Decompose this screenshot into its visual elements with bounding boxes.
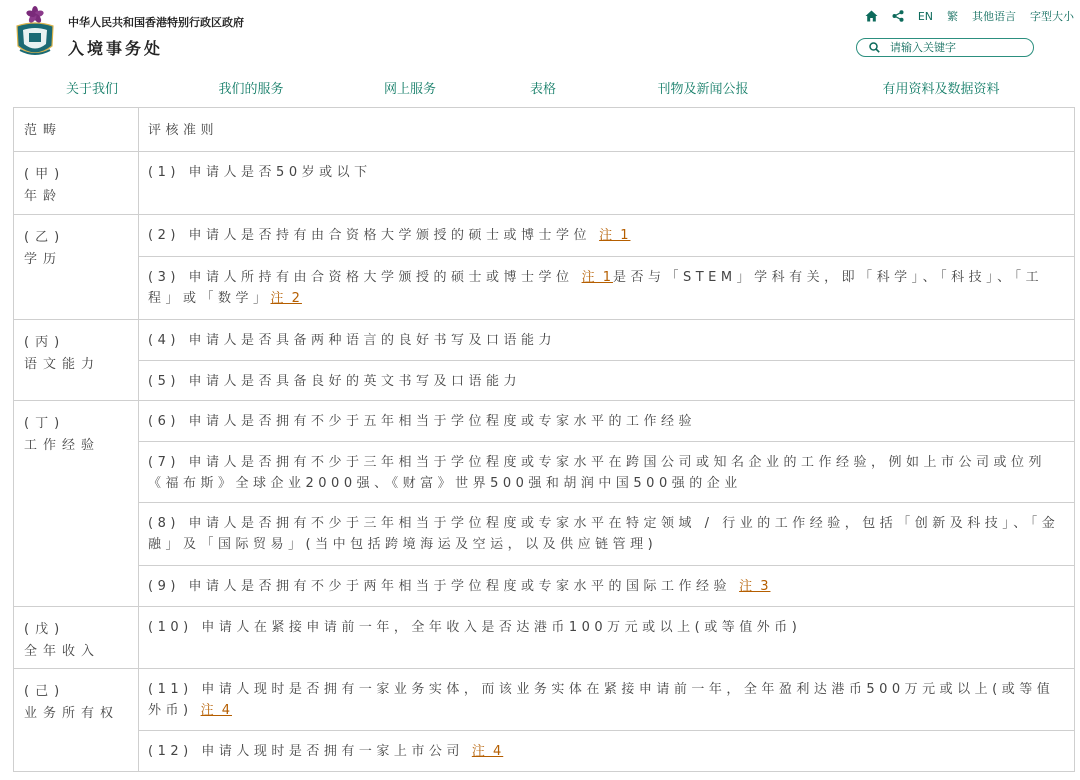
nav-online-services[interactable]: 网上服务	[383, 82, 437, 97]
criterion-cell	[139, 215, 1075, 257]
category-cell	[14, 669, 139, 772]
search-input[interactable]	[890, 41, 1020, 54]
criterion-cell	[139, 401, 1075, 442]
category-name: 学历	[24, 252, 63, 267]
category-label: (甲)	[24, 167, 66, 182]
category-label: (丁)	[24, 416, 66, 431]
footnote-link[interactable]: 注 4	[471, 744, 504, 759]
table-row	[14, 401, 1075, 442]
criterion-text-continued: 是否与「STEM」学科有关，即「科学」、「科技」、「工程」或「数学」	[148, 270, 1044, 306]
category-name: 语文能力	[24, 357, 101, 372]
table-row	[14, 152, 1075, 215]
criterion-cell	[139, 442, 1075, 503]
category-label: (戊)	[24, 622, 66, 637]
criterion-text: (11) 申请人现时是否拥有一家业务实体，而该业务实体在紧接申请前一年，全年盈利达港币500万元或以上(或等值外币)	[148, 682, 1055, 718]
category-label: (丙)	[24, 335, 66, 350]
criterion-text: (12) 申请人现时是否拥有一家上市公司	[148, 744, 464, 759]
department-logo[interactable]	[12, 6, 58, 62]
criterion-cell	[139, 566, 1075, 607]
category-cell	[14, 607, 139, 669]
criterion-text: (10) 申请人在紧接申请前一年，全年收入是否达港币100万元或以上(或等值外币)	[148, 620, 802, 635]
footnote-link[interactable]: 注 2	[270, 291, 302, 306]
search-icon[interactable]	[869, 42, 880, 53]
category-label: (己)	[24, 684, 66, 699]
category-name: 业务所有权	[24, 706, 120, 721]
criterion-cell	[139, 607, 1075, 669]
table-row	[14, 442, 1075, 503]
criterion-text: (3) 申请人所持有由合资格大学颁授的硕士或博士学位	[148, 270, 574, 285]
font-size-link[interactable]: 字型大小	[1030, 10, 1074, 23]
other-languages-link[interactable]: 其他语言	[972, 10, 1016, 23]
criterion-text: (4) 申请人是否具备两种语言的良好书写及口语能力	[148, 333, 557, 348]
criterion-cell	[139, 731, 1075, 772]
english-link[interactable]: EN	[917, 9, 933, 23]
nav-publications-press[interactable]: 刊物及新闻公报	[657, 82, 749, 97]
header-criteria: 评核准则	[139, 108, 1075, 152]
department-title[interactable]	[68, 14, 244, 59]
category-name: 全年收入	[24, 644, 101, 659]
table-row	[14, 320, 1075, 361]
footnote-link[interactable]: 注 1	[581, 270, 613, 285]
table-row	[14, 669, 1075, 731]
nav-our-services[interactable]: 我们的服务	[218, 82, 284, 97]
table-row	[14, 257, 1075, 320]
table-row	[14, 503, 1075, 566]
table-row	[14, 731, 1075, 772]
site-header	[0, 0, 1080, 70]
criterion-text: (7) 申请人是否拥有不少于三年相当于学位程度或专家水平在跨国公司或知名企业的工作经验，例如上市公司或位列《福布斯》全球企业2000强、《财富》世界500强和胡润中国500强的企业	[148, 455, 1047, 491]
criterion-text: (6) 申请人是否拥有不少于五年相当于学位程度或专家水平的工作经验	[148, 414, 697, 429]
criterion-text: (1) 申请人是否50岁或以下	[148, 165, 372, 180]
criterion-cell	[139, 361, 1075, 401]
category-cell	[14, 401, 139, 607]
utility-bar	[865, 8, 1074, 24]
criterion-text: (8) 申请人是否拥有不少于三年相当于学位程度或专家水平在特定领域 / 行业的工作经验，包括「创新及科技」、「金融」及「国际贸易」(当中包括跨境海运及空运，以及供应链管理)	[148, 516, 1060, 552]
table-row	[14, 607, 1075, 669]
nav-about-us[interactable]: 关于我们	[65, 82, 119, 97]
category-name: 年龄	[24, 189, 63, 204]
nav-useful-info[interactable]: 有用资料及数据资料	[882, 82, 1000, 97]
category-label: (乙)	[24, 230, 66, 245]
footnote-link[interactable]: 注 1	[599, 228, 631, 243]
share-icon[interactable]	[892, 10, 904, 22]
table-row	[14, 566, 1075, 607]
government-name: 中华人民共和国香港特别行政区政府	[68, 16, 244, 29]
category-cell	[14, 215, 139, 320]
department-name: 入境事务处	[68, 39, 164, 58]
assessment-criteria-table	[13, 107, 1075, 772]
table-row	[14, 215, 1075, 257]
criterion-text: (2) 申请人是否持有由合资格大学颁授的硕士或博士学位	[148, 228, 592, 243]
category-name: 工作经验	[24, 438, 101, 453]
criterion-cell	[139, 320, 1075, 361]
traditional-chinese-link[interactable]: 繁	[947, 10, 958, 23]
category-cell	[14, 152, 139, 215]
main-nav	[0, 78, 1080, 98]
home-icon[interactable]	[865, 10, 878, 22]
criterion-cell	[139, 669, 1075, 731]
footnote-link[interactable]: 注 3	[739, 579, 771, 594]
table-row	[14, 361, 1075, 401]
criterion-cell	[139, 152, 1075, 215]
criterion-cell	[139, 503, 1075, 566]
criterion-cell	[139, 257, 1075, 320]
nav-forms[interactable]: 表格	[529, 82, 557, 97]
footnote-link[interactable]: 注 4	[200, 703, 232, 718]
criterion-text: (9) 申请人是否拥有不少于两年相当于学位程度或专家水平的国际工作经验	[148, 579, 732, 594]
table-header-row	[14, 108, 1075, 152]
category-cell	[14, 320, 139, 401]
header-category: 范畴	[14, 108, 139, 152]
search-box[interactable]	[856, 38, 1034, 57]
criterion-text: (5) 申请人是否具备良好的英文书写及口语能力	[148, 374, 522, 389]
